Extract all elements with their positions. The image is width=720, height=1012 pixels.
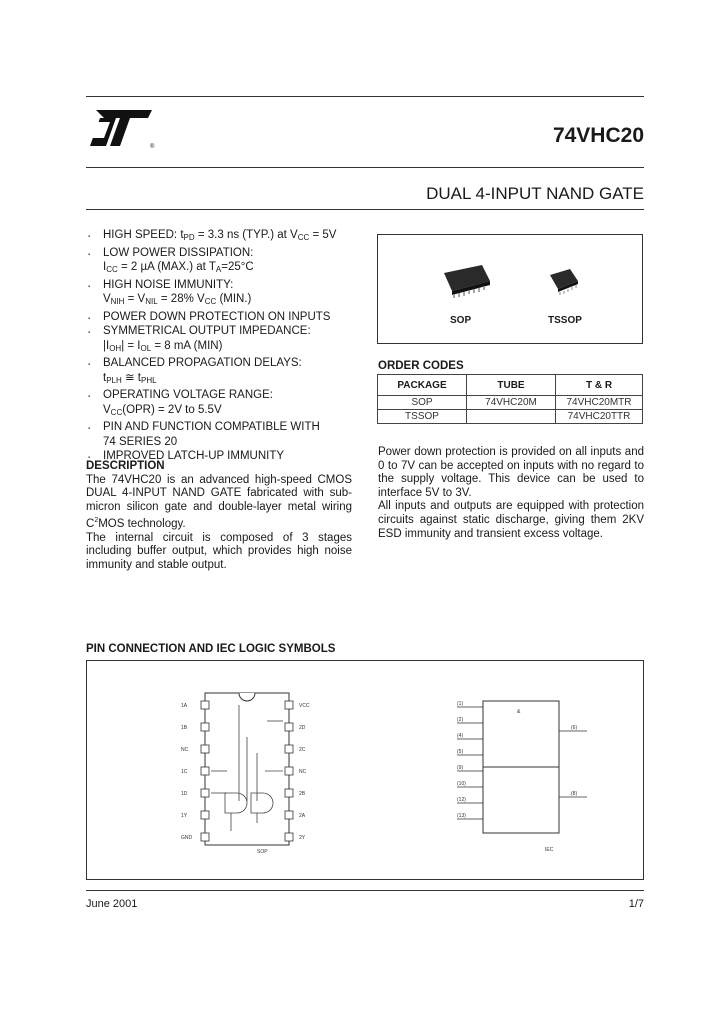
pin-label: 1C xyxy=(181,769,188,775)
feature-item: ▪ OPERATING VOLTAGE RANGE: xyxy=(88,388,378,403)
feature-item: ▪ LOW POWER DISSIPATION: xyxy=(88,246,378,261)
pin-diagram xyxy=(87,661,643,879)
part-number: 74VHC20 xyxy=(552,124,644,147)
sop-label: SOP xyxy=(450,315,472,326)
sop-package-image xyxy=(438,261,494,301)
bullet-icon: ▪ xyxy=(88,330,91,336)
column-header: TUBE xyxy=(467,375,556,396)
pin-label: NC xyxy=(181,747,189,753)
bullet-icon: ▪ xyxy=(88,283,91,290)
feature-item: $V_{NIH} = V_{NIL} = 28\%$ $V_{CC}$ (MIN.) xyxy=(103,293,252,306)
page-subtitle: DUAL 4-INPUT NAND GATE xyxy=(426,184,644,203)
feature-item: ▪ HIGH NOISE IMMUNITY: xyxy=(88,278,378,293)
pin-label: 2D xyxy=(299,725,306,731)
input-pin-label: (13) xyxy=(457,813,466,819)
description-heading: DESCRIPTION xyxy=(86,460,165,472)
package-box xyxy=(377,234,643,344)
table-cell: SOP xyxy=(378,396,467,410)
feature-item: ▪ HIGH SPEED: $t_{PD} = 3.3$ ns (TYP.) at $V_{CC} = 5V$ xyxy=(88,228,378,246)
tssop-package-image xyxy=(546,265,582,297)
column-header: PACKAGE xyxy=(378,375,467,396)
page-number: 1/7 xyxy=(628,898,644,910)
column-header: T & R xyxy=(556,375,643,396)
pin-box xyxy=(201,701,209,709)
pin-label: 2C xyxy=(299,747,306,753)
pin-label: 1A xyxy=(181,703,188,709)
pin-label: 2B xyxy=(299,791,306,797)
right-paragraph-2: All inputs and outputs are equipped with protection circuits against static discharge, giving them 2KV ESD immunity and transient excess voltage. xyxy=(378,500,644,540)
bullet-icon: ▪ xyxy=(88,362,91,368)
bullet-icon: ▪ xyxy=(88,234,91,240)
output-pin-label: (6) xyxy=(571,725,578,731)
pin-box xyxy=(201,789,209,797)
table-row xyxy=(378,396,643,410)
input-pin-label: (10) xyxy=(457,781,466,787)
svg-text:SOP: SOP xyxy=(257,849,268,855)
feature-item: ▪ IMPROVED LATCH-UP IMMUNITY xyxy=(88,449,378,464)
subtitle-rule xyxy=(86,209,644,210)
pin-section-heading: PIN CONNECTION AND IEC LOGIC SYMBOLS xyxy=(86,643,336,655)
st-logo xyxy=(86,106,158,155)
bullet-icon: ▪ xyxy=(88,251,91,258)
pin-box xyxy=(201,723,209,731)
table-row xyxy=(378,410,643,424)
pin-label: 2A xyxy=(299,813,306,819)
pin-box xyxy=(201,833,209,841)
pin-label: NC xyxy=(299,769,307,775)
logic-and-symbol: & xyxy=(517,709,521,715)
pin-box xyxy=(285,833,293,841)
pin-box xyxy=(285,723,293,731)
input-pin-label: (1) xyxy=(457,701,464,707)
table-cell: 74VHC20M xyxy=(467,396,556,410)
footer-date: June 2001 xyxy=(86,898,138,910)
bullet-icon: ▪ xyxy=(88,315,91,322)
input-pin-label: (5) xyxy=(457,749,464,755)
feature-item: $t_{PLH}$ ≅ $t_{PHL}$ xyxy=(103,371,157,385)
input-pin-label: (4) xyxy=(457,733,464,739)
tssop-label: TSSOP xyxy=(548,315,582,326)
title-rule xyxy=(86,167,644,168)
pin-box xyxy=(201,767,209,775)
output-pin-label: (8) xyxy=(571,791,578,797)
description-paragraph-2: The internal circuit is composed of 3 stages including buffer output, which provides high noise immunity and stable output. xyxy=(86,531,352,571)
right-column-text xyxy=(378,446,644,541)
table-cell: 74VHC20TTR xyxy=(556,410,643,424)
pin-label: 1Y xyxy=(181,813,188,819)
input-pin-label: (9) xyxy=(457,765,464,771)
feature-item: ▪ BALANCED PROPAGATION DELAYS: xyxy=(88,356,378,371)
feature-item: $|I_{OH}| = I_{OL} = 8$ mA (MIN) xyxy=(103,339,223,353)
pin-label: 1B xyxy=(181,725,188,731)
pin-box xyxy=(285,745,293,753)
bullet-icon: ▪ xyxy=(88,394,91,400)
order-codes-heading: ORDER CODES xyxy=(378,360,464,372)
feature-item: ▪ PIN AND FUNCTION COMPATIBLE WITH xyxy=(88,420,378,435)
order-codes-table xyxy=(377,374,643,424)
top-rule xyxy=(86,96,644,97)
footer-rule xyxy=(86,890,644,891)
table-cell xyxy=(467,410,556,424)
description-paragraph-1: The 74VHC20 is an advanced high-speed CMOS DUAL 4-INPUT NAND GATE fabricated with sub-micron silicon gate and double-layer metal wiring $C^2MOS$ technology. xyxy=(86,473,352,531)
table-cell: TSSOP xyxy=(378,410,467,424)
pin-box xyxy=(285,767,293,775)
pin-box xyxy=(201,745,209,753)
pin-label: 2Y xyxy=(299,835,306,841)
pin-label: 1D xyxy=(181,791,188,797)
input-pin-label: (12) xyxy=(457,797,466,803)
svg-text:®: ® xyxy=(150,144,155,150)
description xyxy=(86,460,352,573)
feature-list xyxy=(88,228,378,464)
bullet-icon: ▪ xyxy=(88,426,91,432)
pin-box xyxy=(285,811,293,819)
bullet-icon: ▪ xyxy=(88,455,91,461)
pin-label: VCC xyxy=(299,703,310,709)
pin-diagram-box xyxy=(86,660,644,880)
feature-item: ▪ POWER DOWN PROTECTION ON INPUTS xyxy=(88,310,378,325)
table-cell: 74VHC20MTR xyxy=(556,396,643,410)
right-paragraph-1: Power down protection is provided on all inputs and 0 to 7V can be accepted on inputs with no regard to the supply voltage. This device can be used to interface 5V to 3V. xyxy=(378,446,644,499)
feature-item: $V_{CC}(OPR) = 2V$ to 5.5V xyxy=(103,403,222,417)
svg-text:IEC: IEC xyxy=(545,847,554,853)
pin-box xyxy=(201,811,209,819)
feature-item: ▪ SYMMETRICAL OUTPUT IMPEDANCE: xyxy=(88,324,378,339)
input-pin-label: (2) xyxy=(457,717,464,723)
feature-item: 74 SERIES 20 xyxy=(103,435,178,448)
pin-box xyxy=(285,701,293,709)
pin-label: GND xyxy=(181,835,193,841)
pin-box xyxy=(285,789,293,797)
feature-item: $I_{CC} = 2$ µA (MAX.) at $T_A=25^\circ C$ xyxy=(103,261,254,274)
